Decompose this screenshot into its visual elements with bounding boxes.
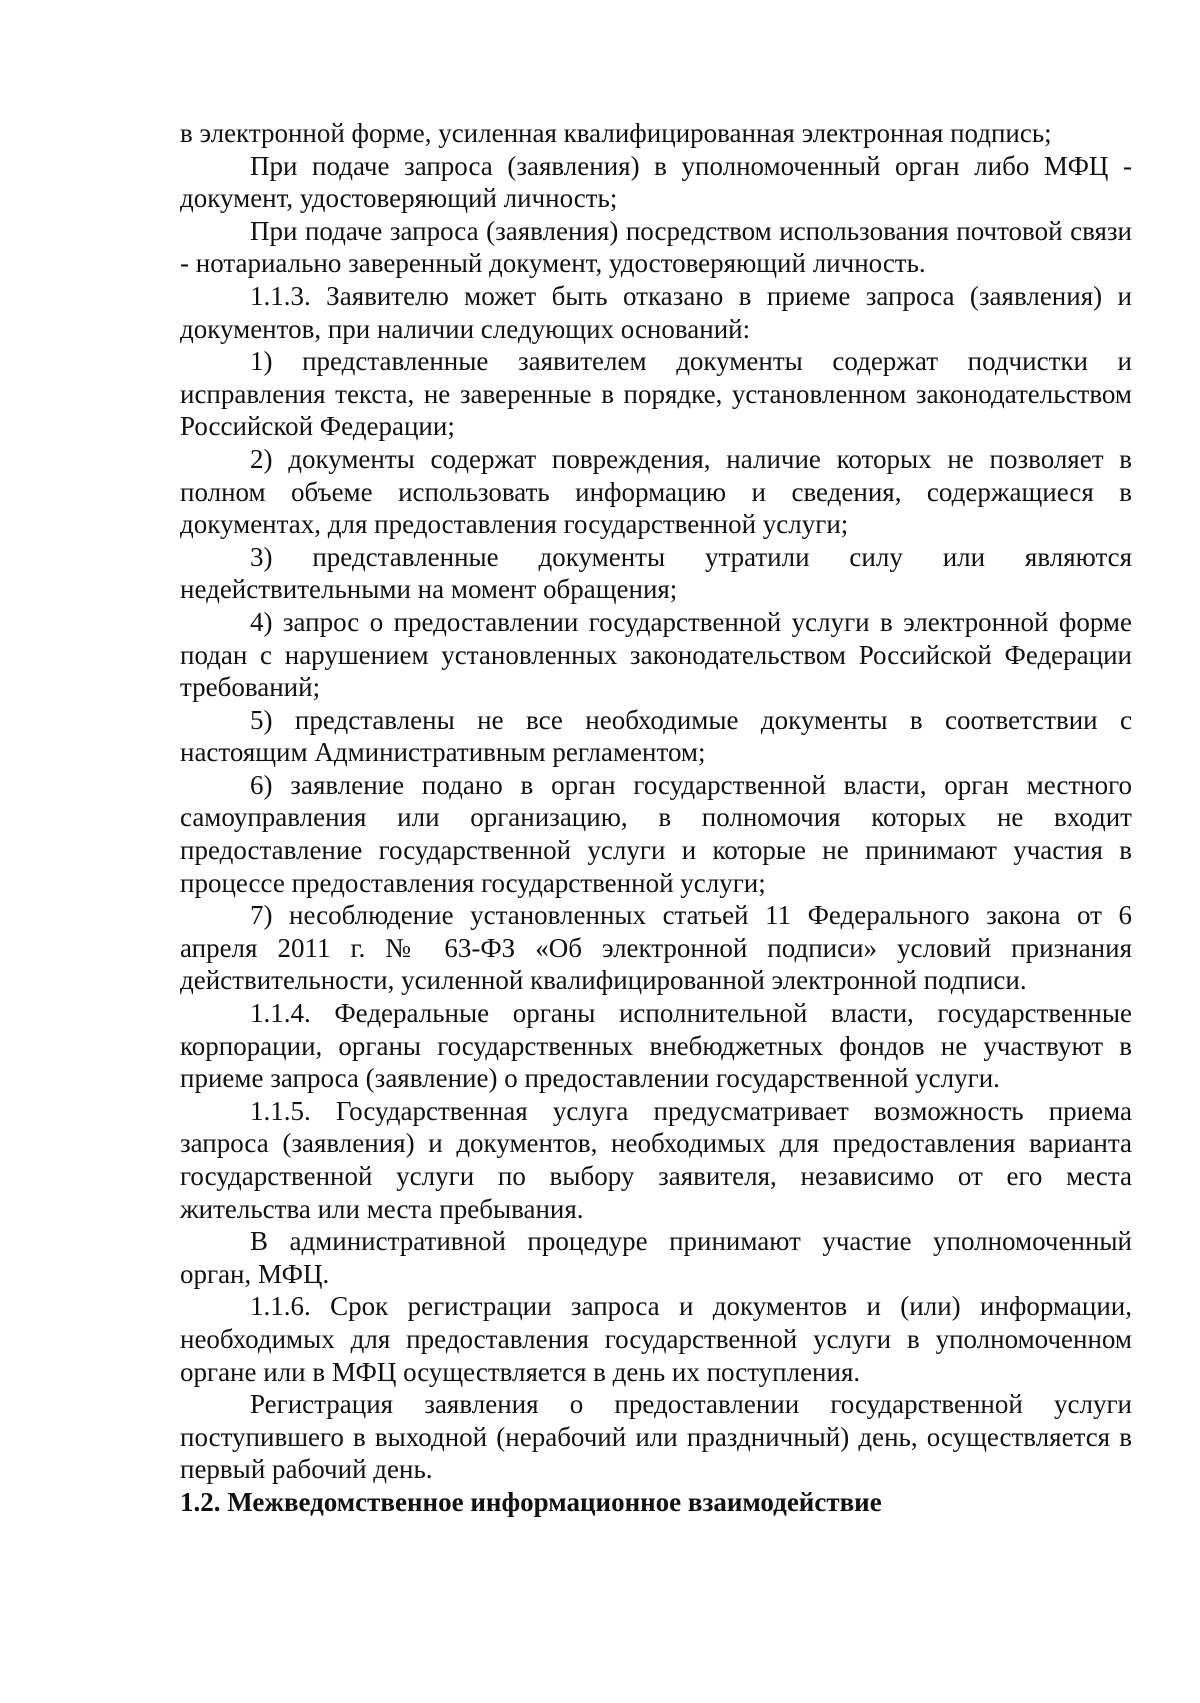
paragraph: 1.1.4. Федеральные органы исполнительной власти, государственные корпорации, органы государственных внебюджетных фондов не участвуют в приеме запроса (заявление) о предоставлении государственной услуги. — [180, 998, 1132, 1094]
list-item: 6) заявление подано в орган государственной власти, орган местного самоуправления или организацию, в полномочия которых не входит предоставление государственной услуги и которые не принимают участия в процессе предоставления государственной услуги; — [180, 769, 1132, 898]
paragraph: В административной процедуре принимают участие уполномоченный орган, МФЦ. — [180, 1226, 1132, 1289]
list-item: 2) документы содержат повреждения, наличие которых не позволяет в полном объеме использовать информацию и сведения, содержащиеся в документах, для предоставления государственной услуги; — [180, 443, 1132, 540]
document-body — [180, 117, 1132, 1519]
paragraph: 1.1.3. Заявителю может быть отказано в приеме запроса (заявления) и документов, при наличии следующих оснований: — [180, 280, 1132, 344]
paragraph: При подаче запроса (заявления) в уполномоченный орган либо МФЦ - документ, удостоверяющий личность; — [180, 150, 1132, 214]
paragraph: 1.1.5. Государственная услуга предусматривает возможность приема запроса (заявления) и документов, необходимых для предоставления варианта государственной услуги по выбору заявителя, независимо от его места жительства или места пребывания. — [180, 1095, 1132, 1224]
paragraph: При подаче запроса (заявления) посредством использования почтовой связи - нотариально заверенный документ, удостоверяющий личность. — [180, 215, 1132, 279]
list-item: 3) представленные документы утратили силу или являются недействительными на момент обращения; — [180, 541, 1132, 605]
section-heading: 1.2. Межведомственное информационное взаимодействие — [180, 1486, 882, 1517]
list-item: 7) несоблюдение установленных статьей 11 Федерального закона от 6 апреля 2011 г. № 63-ФЗ «Об электронной подписи» условий признания действительности, усиленной квалифицированной электронной подписи. — [180, 900, 1132, 996]
list-item: 1) представленные заявителем документы содержат подчистки и исправления текста, не заверенные в порядке, установленном законодательством Российской Федерации; — [180, 346, 1132, 442]
list-item: 4) запрос о предоставлении государственной услуги в электронной форме подан с нарушением установленных законодательством Российской Федерации требований; — [180, 606, 1132, 703]
list-item: 5) представлены не все необходимые документы в соответствии с настоящим Административным регламентом; — [180, 704, 1132, 768]
paragraph: Регистрация заявления о предоставлении государственной услуги поступившего в выходной (нерабочий или праздничный) день, осуществляется в первый рабочий день. — [180, 1389, 1132, 1485]
paragraph: 1.1.6. Срок регистрации запроса и документов и (или) информации, необходимых для предоставления государственной услуги в уполномоченном органе или в МФЦ осуществляется в день их поступления. — [180, 1291, 1132, 1387]
paragraph: в электронной форме, усиленная квалифицированная электронная подпись; — [180, 118, 1052, 148]
